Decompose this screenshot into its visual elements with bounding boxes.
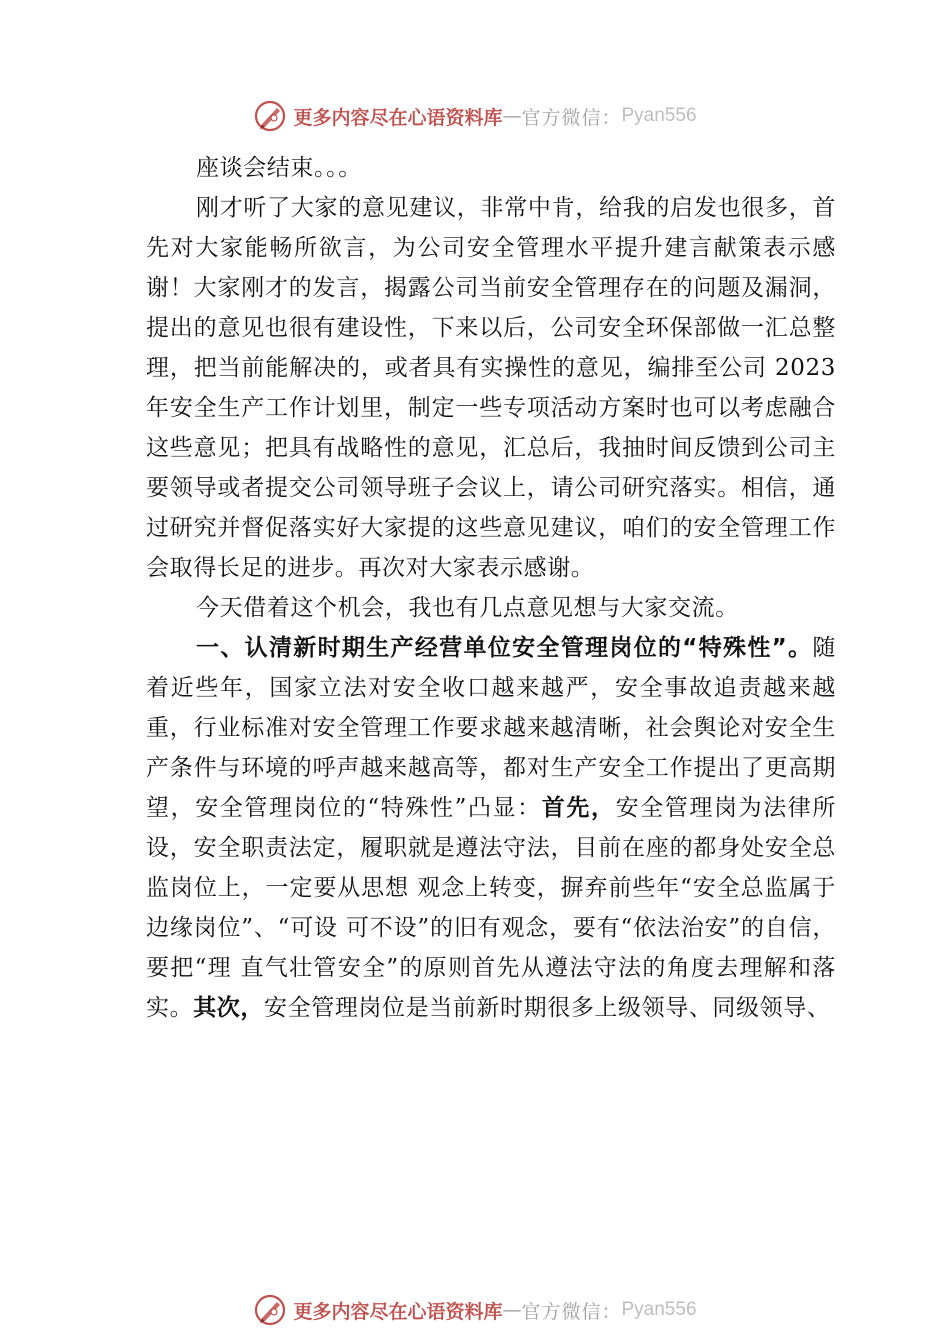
paragraph-thanks: 刚才听了大家的意见建议，非常中肯，给我的启发也很多，首先对大家能畅所欲言，为公司安全管理水平提升建言献策表示感谢！大家刚才的发言，揭露公司当前安全管理存在的问题及漏洞，提出的意见也很有建设性，下来以后，公司安全环保部做一汇总整理，把当前能解决的，或者具有实操性的意见，编排至公司 2023 年安全生产工作计划里，制定一些专项活动方案时也可以考虑融合这些意见；把具有战略性的意见，汇总后，我抽时间反馈到公司主要领导或者提交公司领导班子会议上，请公司研究落实。相信，通过研究并督促落实好大家提的这些意见建议，咱们的安全管理工作会取得长足的进步。再次对大家表示感谢。 xyxy=(146,195,836,581)
section-one-heading: 一、认清新时期生产经营单位安全管理岗位的“特殊性”。 xyxy=(196,635,813,661)
watermark-dash: — xyxy=(502,105,522,127)
paragraph-meeting-end: 座谈会结束。。。 xyxy=(196,155,362,181)
pen-logo-icon xyxy=(253,1293,287,1327)
section-one-bold-first: 首先， xyxy=(541,795,616,821)
watermark-dash: — xyxy=(502,1299,522,1321)
section-one-text-c: 安全管理岗位是当前新时期很多上级领导、同级领导、 xyxy=(264,995,831,1021)
pen-logo-icon xyxy=(253,99,287,133)
watermark-official-label: 官方微信： xyxy=(521,106,622,129)
section-one-text-b: 安全管理岗为法律所设，安全职责法定，履职就是遵法守法，目前在座的都身处安全总监岗位上，一定要从思想 观念上转变，摒弃前些年“安全总监属于边缘岗位”、“可设 可不设”的旧有观念，要有“依法治安”的自信，要把“理 直气壮管安全”的原则首先从遵法守法的角度去理解和落实。 xyxy=(146,795,836,1021)
document-body xyxy=(146,148,836,1028)
watermark-brand: 更多内容尽在心语资料库 xyxy=(293,1300,503,1323)
paragraph-intro-points: 今天借着这个机会，我也有几点意见想与大家交流。 xyxy=(196,595,739,621)
watermark-header xyxy=(0,96,950,136)
watermark-brand: 更多内容尽在心语资料库 xyxy=(293,106,503,129)
watermark-wechat-id: Pyan556 xyxy=(621,105,697,126)
watermark-official-label: 官方微信： xyxy=(521,1300,622,1323)
section-one-text-a: 随着近些年，国家立法对安全收口越来越严，安全事故追责越来越重，行业标准对安全管理工作要求越来越清晰，社会舆论对安全生产条件与环境的呼声越来越高等，都对生产安全工作提出了更高期望，安全管理岗位的“特殊性”凸显： xyxy=(146,635,836,821)
paragraph-section-one xyxy=(146,628,836,1028)
section-one-bold-second: 其次， xyxy=(193,995,265,1021)
watermark-wechat-id: Pyan556 xyxy=(621,1299,697,1320)
watermark-footer xyxy=(0,1290,950,1330)
